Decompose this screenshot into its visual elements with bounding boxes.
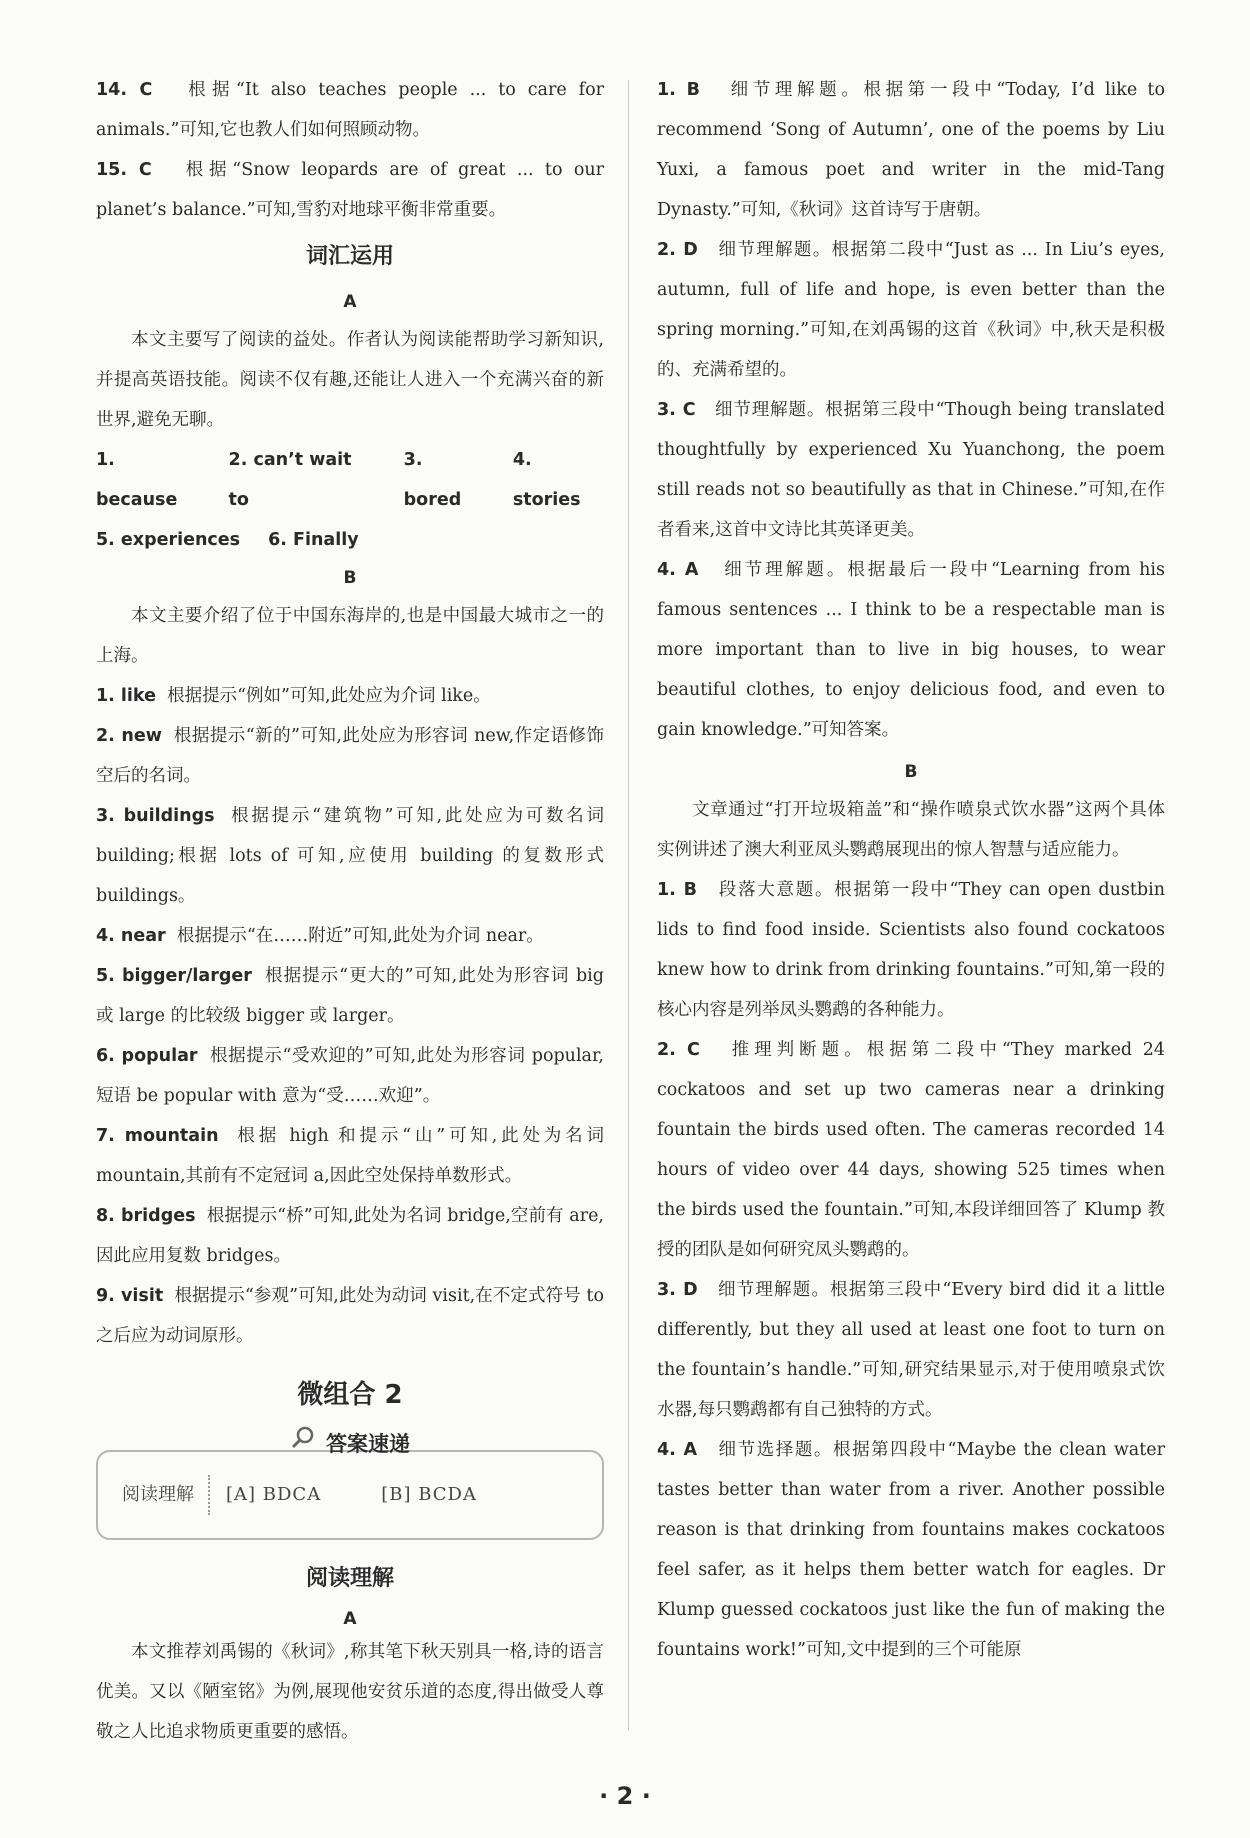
answer-quick-header: 答案速递 <box>96 1424 604 1464</box>
reading-b-summary: 文章通过“打开垃圾箱盖”和“操作喷泉式饮水器”这两个具体实例讲述了澳大利亚凤头鹦鹉展现出的惊人智慧与适应能力。 <box>657 800 1165 860</box>
magnifier-icon <box>290 1424 316 1464</box>
reading-a-summary: 本文推荐刘禹锡的《秋词》,称其笔下秋天别具一格,诗的语言优美。又以《陋室铭》为例,展现他安贫乐道的态度,得出做受人尊敬之人比追求物质更重要的感悟。 <box>96 1642 604 1742</box>
column-divider <box>628 80 629 1730</box>
reading-item: 3. D 细节理解题。根据第三段中“Every bird did it a little differently, but they all used at least one foot to turn on the fountain’s handle.”可知,研究结果显示,对于使用喷泉式饮水器,每只鹦鹉都有自己独特的方式。 <box>657 1280 1165 1420</box>
vocab-section-title: 词汇运用 <box>305 244 394 269</box>
reading-item: 2. C 推理判断题。根据第二段中“They marked 24 cockatoos and set up two cameras near a drinking fountain the birds used often. The cameras recorded 14 hours of video over 44 days, showing 525 times when the birds used the fountain.”可知,本段详细回答了 Klump 教授的团队是如何研究凤头鹦鹉的。 <box>657 1040 1165 1260</box>
reading-item: 4. A 细节选择题。根据第四段中“Maybe the clean water tastes better than water from a river. Another possible reason is that drinking from fountains makes cockatoos feel safer, as it helps them better watch for eagles. Dr Klump guessed cockatoos just like the fun of making the fountains work!”可知,文中提到的三个可能原 <box>657 1440 1165 1660</box>
vocab-item: 8. bridges 根据提示“桥”可知,此处为名词 bridge,空前有 are,因此应用复数 bridges。 <box>96 1206 604 1266</box>
page-number: · 2 · <box>599 1782 651 1810</box>
reading-b-label: B <box>904 762 918 782</box>
part-a-answers-row-2: 5. experiences 6. Finally <box>96 530 359 550</box>
reading-item: 1. B 段落大意题。根据第一段中“They can open dustbin lids to find food inside. Scientists also found cockatoos knew how to drink from drinking fountains.”可知,第一段的核心内容是列举凤头鹦鹉的各种能力。 <box>657 880 1165 1020</box>
answer-label: 阅读理解 <box>122 1475 210 1515</box>
part-b-label: B <box>343 568 357 588</box>
vocab-item: 2. new 根据提示“新的”可知,此处应为形容词 new,作定语修饰空后的名词。 <box>96 726 604 786</box>
vocab-item: 1. like 根据提示“例如”可知,此处应为介词 like。 <box>96 686 491 706</box>
part-a-label: A <box>343 292 357 312</box>
vocab-item: 3. buildings 根据提示“建筑物”可知,此处应为可数名词 building;根据 lots of 可知,应使用 building 的复数形式 buildings。 <box>96 806 604 906</box>
vocab-item: 7. mountain 根据 high 和提示“山”可知,此处为名词 mountain,其前有不定冠词 a,因此空处保持单数形式。 <box>96 1126 604 1186</box>
part-a-answers-row-1: 1. because 2. can’t wait to 3. bored 4. stories <box>96 450 581 510</box>
group-title: 微组合 2 <box>297 1380 403 1410</box>
vocab-item: 9. visit 根据提示“参观”可知,此处为动词 visit,在不定式符号 to 之后应为动词原形。 <box>96 1286 604 1346</box>
answer-group-b: [B] BCDA <box>381 1484 477 1505</box>
part-b-summary: 本文主要介绍了位于中国东海岸的,也是中国最大城市之一的上海。 <box>96 606 604 666</box>
answer-item-14: 14. C 根据“It also teaches people ... to care for animals.”可知,它也教人们如何照顾动物。 <box>96 80 605 140</box>
reading-item: 4. A 细节理解题。根据最后一段中“Learning from his famous sentences ... I think to be a respectable man is more important than to live in big houses, to wear beautiful clothes, to enjoy delicious food, and even to gain knowledge.”可知答案。 <box>657 560 1165 740</box>
reading-title: 阅读理解 <box>305 1566 394 1591</box>
answer-item-15: 15. C 根据“Snow leopards are of great ... to our planet’s balance.”可知,雪豹对地球平衡非常重要。 <box>96 160 604 220</box>
reading-item: 3. C 细节理解题。根据第三段中“Though being translated thoughtfully by experienced Xu Yuanchong, the poem still reads not so beautifully as that in Chinese.”可知,在作者看来,这首中文诗比其英译更美。 <box>657 400 1165 540</box>
reading-a-label: A <box>343 1609 357 1629</box>
vocab-item: 4. near 根据提示“在……附近”可知,此处为介词 near。 <box>96 926 544 946</box>
vocab-item: 6. popular 根据提示“受欢迎的”可知,此处为形容词 popular,短语 be popular with 意为“受……欢迎”。 <box>96 1046 604 1106</box>
left-column <box>96 70 604 1752</box>
reading-item: 1. B 细节理解题。根据第一段中“Today, I’d like to recommend ‘Song of Autumn’, one of the poems by Liu Yuxi, a famous poet and writer in the mid-Tang Dynasty.”可知,《秋词》这首诗写于唐朝。 <box>657 80 1165 220</box>
right-column <box>657 70 1165 1670</box>
answer-group-a: [A] BDCA <box>226 1484 322 1505</box>
part-a-summary: 本文主要写了阅读的益处。作者认为阅读能帮助学习新知识,并提高英语技能。阅读不仅有趣,还能让人进入一个充满兴奋的新世界,避免无聊。 <box>96 330 604 430</box>
reading-item: 2. D 细节理解题。根据第二段中“Just as ... In Liu’s eyes, autumn, full of life and hope, is even better than the spring morning.”可知,在刘禹锡的这首《秋词》中,秋天是积极的、充满希望的。 <box>657 240 1165 380</box>
vocab-item: 5. bigger/larger 根据提示“更大的”可知,此处为形容词 big 或 large 的比较级 bigger 或 larger。 <box>96 966 604 1026</box>
